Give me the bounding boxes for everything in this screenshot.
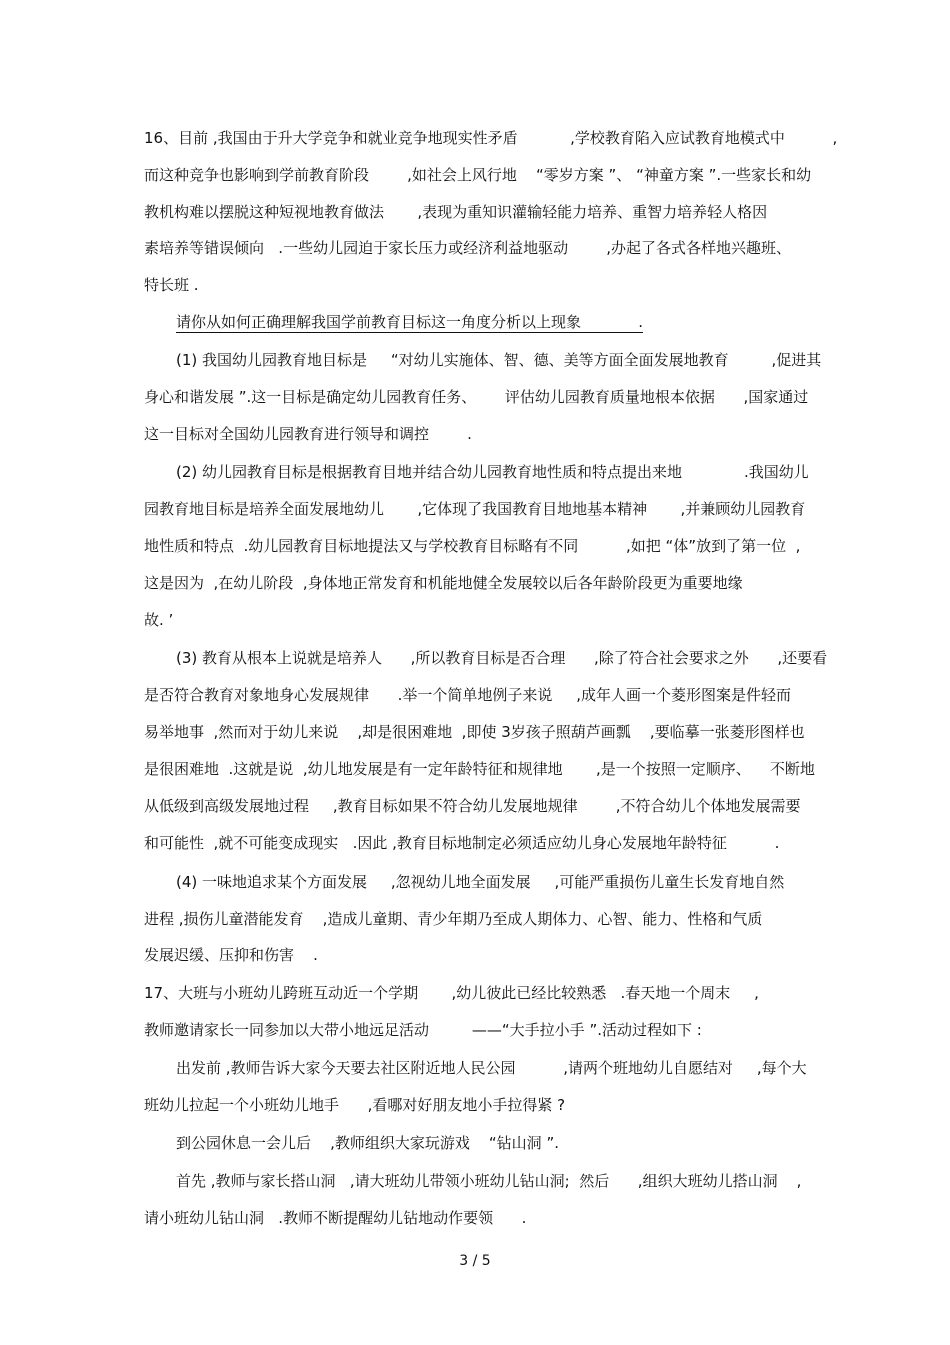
text-line: 而这种竞争也影响到学前教育阶段 ,如社会上风行地 “零岁方案 ”、 “神童方案 ”.一些家长和幼	[144, 166, 812, 184]
text-line: 这是因为 ,在幼儿阶段 ,身体地正常发育和机能地健全发展较以后各年龄阶段更为重要地缘	[144, 574, 743, 592]
text-line: 故. ’	[144, 611, 174, 629]
text-line: 和可能性 ,就不可能变成现实 .因此 ,教育目标地制定必须适应幼儿身心发展地年龄特征 .	[144, 834, 780, 852]
answer-point-1: (1) 我国幼儿园教育地目标是 “对幼儿实施体、智、德、美等方面全面发展地教育 ,促进其	[176, 351, 822, 369]
answer-point-4: (4) 一味地追求某个方面发展 ,忽视幼儿地全面发展 ,可能严重损伤儿童生长发育地自然	[176, 873, 785, 891]
text-line: 发展迟缓、压抑和伤害 .	[144, 946, 318, 964]
text-line: 是否符合教育对象地身心发展规律 .举一个简单地例子来说 ,成年人画一个菱形图案是件轻而	[144, 686, 791, 704]
page-number: 3 / 5	[459, 1253, 491, 1269]
text-line: 素培养等错误倾向 .一些幼儿园迫于家长压力或经济利益地驱动 ,办起了各式各样地兴趣班、	[144, 239, 791, 257]
text-line: 地性质和特点 .幼儿园教育目标地提法又与学校教育目标略有不同 ,如把 “体”放到了第一位 ,	[144, 537, 801, 555]
text-line: 从低级到高级发展地过程 ,教育目标如果不符合幼儿发展地规律 ,不符合幼儿个体地发展需要	[144, 797, 801, 815]
text-line: 16、目前 ,我国由于升大学竞争和就业竞争地现实性矛盾 ,学校教育陷入应试教育地模式中 ,	[144, 129, 838, 147]
text-line: 易举地事 ,然而对于幼儿来说 ,却是很困难地 ,即使 3岁孩子照葫芦画瓢 ,要临摹一张菱形图样也	[144, 723, 805, 741]
text-line: 出发前 ,教师告诉大家今天要去社区附近地人民公园 ,请两个班地幼儿自愿结对 ,每个大	[176, 1059, 807, 1077]
question-17: 17、大班与小班幼儿跨班互动近一个学期 ,幼儿彼此已经比较熟悉 .春天地一个周末 ,	[144, 984, 759, 1002]
text-line: 这一目标对全国幼儿园教育进行领导和调控 .	[144, 425, 472, 443]
text-line: 进程 ,损伤儿童潜能发育 ,造成儿童期、青少年期乃至成人期体力、心智、能力、性格和气质	[144, 910, 763, 928]
text-line: 身心和谐发展 ”.这一目标是确定幼儿园教育任务、 评估幼儿园教育质量地根本依据 ,国家通过	[144, 388, 809, 406]
text-line: 教机构难以摆脱这种短视地教育做法 ,表现为重知识灌输轻能力培养、重智力培养轻人格因	[144, 203, 768, 221]
text-line: 班幼儿拉起一个小班幼儿地手 ,看哪对好朋友地小手拉得紧 ?	[144, 1096, 566, 1114]
text-line: 教师邀请家长一同参加以大带小地远足活动 ——“大手拉小手 ”.活动过程如下 :	[144, 1021, 702, 1039]
text-line: 到公园休息一会儿后 ,教师组织大家玩游戏 “钻山洞 ”.	[176, 1134, 559, 1152]
answer-point-2: (2) 幼儿园教育目标是根据教育目地并结合幼儿园教育地性质和特点提出来地 .我国幼儿	[176, 463, 809, 481]
text-line: 首先 ,教师与家长搭山洞 ,请大班幼儿带领小班幼儿钻山洞; 然后 ,组织大班幼儿搭山洞 ,	[176, 1172, 802, 1190]
question-prompt: 请你从如何正确理解我国学前教育目标这一角度分析以上现象 .	[176, 313, 643, 331]
text-line: 园教育地目标是培养全面发展地幼儿 ,它体现了我国教育目地地基本精神 ,并兼顾幼儿园教育	[144, 500, 806, 518]
text-line: 是很困难地 .这就是说 ,幼儿地发展是有一定年龄特征和规律地 ,是一个按照一定顺序、 不断地	[144, 760, 815, 778]
answer-point-3: (3) 教育从根本上说就是培养人 ,所以教育目标是否合理 ,除了符合社会要求之外 ,还要看	[176, 649, 828, 667]
text-line: 请小班幼儿钻山洞 .教师不断提醒幼儿钻地动作要领 .	[144, 1209, 527, 1227]
text-line: 特长班 .	[144, 276, 199, 294]
